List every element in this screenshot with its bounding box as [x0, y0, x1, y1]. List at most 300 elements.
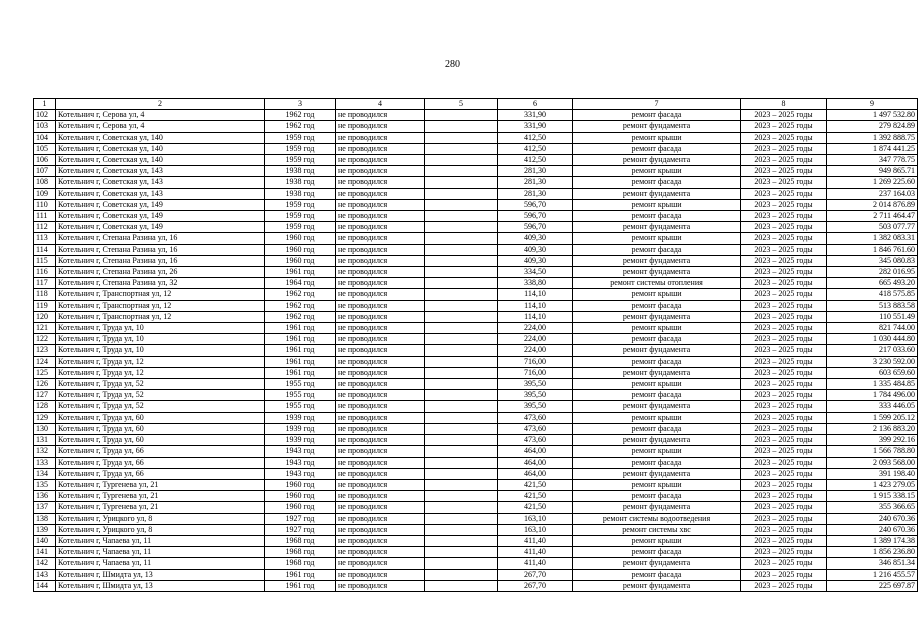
last-repair-cell: не проводился [336, 323, 425, 334]
work-type-cell: ремонт фундамента [573, 222, 741, 233]
build-year-cell: 1960 год [265, 479, 336, 490]
row-number-cell: 139 [34, 524, 56, 535]
cost-cell: 1 784 496.00 [827, 390, 918, 401]
address-cell: Котельнич г, Степана Разина ул, 16 [56, 255, 265, 266]
area-cell: 473,60 [498, 435, 573, 446]
column-header: 1 [34, 99, 56, 110]
empty-cell [425, 211, 498, 222]
period-cell: 2023 – 2025 годы [741, 267, 827, 278]
address-cell: Котельнич г, Чапаева ул, 11 [56, 558, 265, 569]
empty-cell [425, 457, 498, 468]
last-repair-cell: не проводился [336, 334, 425, 345]
address-cell: Котельнич г, Тургенева ул, 21 [56, 479, 265, 490]
empty-cell [425, 367, 498, 378]
table-row [34, 345, 918, 356]
empty-cell [425, 390, 498, 401]
work-type-cell: ремонт фундамента [573, 558, 741, 569]
build-year-cell: 1943 год [265, 457, 336, 468]
table-row [34, 267, 918, 278]
cost-cell: 279 824.89 [827, 121, 918, 132]
work-type-cell: ремонт крыши [573, 479, 741, 490]
last-repair-cell: не проводился [336, 121, 425, 132]
address-cell: Котельнич г, Советская ул, 143 [56, 177, 265, 188]
build-year-cell: 1943 год [265, 446, 336, 457]
cost-cell: 1 915 338.15 [827, 491, 918, 502]
address-cell: Котельнич г, Труда ул, 66 [56, 446, 265, 457]
row-number-cell: 134 [34, 468, 56, 479]
empty-cell [425, 401, 498, 412]
row-number-cell: 114 [34, 244, 56, 255]
table-row [34, 502, 918, 513]
build-year-cell: 1955 год [265, 379, 336, 390]
table-row [34, 132, 918, 143]
last-repair-cell: не проводился [336, 379, 425, 390]
period-cell: 2023 – 2025 годы [741, 155, 827, 166]
column-header: 3 [265, 99, 336, 110]
row-number-cell: 126 [34, 379, 56, 390]
period-cell: 2023 – 2025 годы [741, 211, 827, 222]
row-number-cell: 128 [34, 401, 56, 412]
row-number-cell: 127 [34, 390, 56, 401]
row-number-cell: 132 [34, 446, 56, 457]
cost-cell: 346 851.34 [827, 558, 918, 569]
address-cell: Котельнич г, Советская ул, 149 [56, 199, 265, 210]
period-cell: 2023 – 2025 годы [741, 547, 827, 558]
build-year-cell: 1959 год [265, 132, 336, 143]
column-header: 7 [573, 99, 741, 110]
period-cell: 2023 – 2025 годы [741, 390, 827, 401]
last-repair-cell: не проводился [336, 569, 425, 580]
area-cell: 421,50 [498, 491, 573, 502]
last-repair-cell: не проводился [336, 479, 425, 490]
period-cell: 2023 – 2025 годы [741, 244, 827, 255]
table-row [34, 311, 918, 322]
cost-cell: 1 030 444.80 [827, 334, 918, 345]
last-repair-cell: не проводился [336, 356, 425, 367]
last-repair-cell: не проводился [336, 457, 425, 468]
row-number-cell: 117 [34, 278, 56, 289]
last-repair-cell: не проводился [336, 132, 425, 143]
empty-cell [425, 423, 498, 434]
area-cell: 411,40 [498, 558, 573, 569]
period-cell: 2023 – 2025 годы [741, 569, 827, 580]
address-cell: Котельнич г, Степана Разина ул, 16 [56, 233, 265, 244]
cost-cell: 1 856 236.80 [827, 547, 918, 558]
work-type-cell: ремонт фасада [573, 491, 741, 502]
build-year-cell: 1962 год [265, 300, 336, 311]
address-cell: Котельнич г, Серова ул, 4 [56, 110, 265, 121]
row-number-cell: 106 [34, 155, 56, 166]
period-cell: 2023 – 2025 годы [741, 278, 827, 289]
period-cell: 2023 – 2025 годы [741, 233, 827, 244]
area-cell: 716,00 [498, 367, 573, 378]
area-cell: 464,00 [498, 468, 573, 479]
cost-cell: 1 599 205.12 [827, 412, 918, 423]
cost-cell: 240 670.36 [827, 524, 918, 535]
repair-schedule-table [33, 98, 918, 592]
last-repair-cell: не проводился [336, 155, 425, 166]
work-type-cell: ремонт фасада [573, 423, 741, 434]
build-year-cell: 1961 год [265, 345, 336, 356]
area-cell: 409,30 [498, 233, 573, 244]
build-year-cell: 1961 год [265, 367, 336, 378]
build-year-cell: 1960 год [265, 502, 336, 513]
empty-cell [425, 267, 498, 278]
row-number-cell: 123 [34, 345, 56, 356]
row-number-cell: 113 [34, 233, 56, 244]
last-repair-cell: не проводился [336, 199, 425, 210]
empty-cell [425, 535, 498, 546]
address-cell: Котельнич г, Труда ул, 52 [56, 401, 265, 412]
row-number-cell: 143 [34, 569, 56, 580]
last-repair-cell: не проводился [336, 110, 425, 121]
table-row [34, 547, 918, 558]
work-type-cell: ремонт фундамента [573, 468, 741, 479]
area-cell: 163,10 [498, 524, 573, 535]
cost-cell: 418 575.85 [827, 289, 918, 300]
table-row [34, 289, 918, 300]
empty-cell [425, 188, 498, 199]
empty-cell [425, 547, 498, 558]
empty-cell [425, 255, 498, 266]
area-cell: 224,00 [498, 323, 573, 334]
address-cell: Котельнич г, Труда ул, 66 [56, 457, 265, 468]
area-cell: 421,50 [498, 502, 573, 513]
area-cell: 473,60 [498, 412, 573, 423]
row-number-cell: 130 [34, 423, 56, 434]
empty-cell [425, 569, 498, 580]
build-year-cell: 1943 год [265, 468, 336, 479]
area-cell: 411,40 [498, 547, 573, 558]
empty-cell [425, 580, 498, 591]
area-cell: 596,70 [498, 199, 573, 210]
last-repair-cell: не проводился [336, 278, 425, 289]
address-cell: Котельнич г, Шмидта ул, 13 [56, 569, 265, 580]
table-row [34, 558, 918, 569]
row-number-cell: 112 [34, 222, 56, 233]
period-cell: 2023 – 2025 годы [741, 423, 827, 434]
last-repair-cell: не проводился [336, 423, 425, 434]
empty-cell [425, 356, 498, 367]
last-repair-cell: не проводился [336, 390, 425, 401]
work-type-cell: ремонт фасада [573, 300, 741, 311]
period-cell: 2023 – 2025 годы [741, 110, 827, 121]
last-repair-cell: не проводился [336, 143, 425, 154]
row-number-cell: 136 [34, 491, 56, 502]
period-cell: 2023 – 2025 годы [741, 345, 827, 356]
row-number-cell: 144 [34, 580, 56, 591]
build-year-cell: 1939 год [265, 412, 336, 423]
cost-cell: 1 392 888.75 [827, 132, 918, 143]
table-row [34, 535, 918, 546]
build-year-cell: 1968 год [265, 558, 336, 569]
table-header-row [34, 99, 918, 110]
period-cell: 2023 – 2025 годы [741, 502, 827, 513]
area-cell: 409,30 [498, 244, 573, 255]
area-cell: 412,50 [498, 143, 573, 154]
address-cell: Котельнич г, Труда ул, 60 [56, 435, 265, 446]
empty-cell [425, 155, 498, 166]
area-cell: 281,30 [498, 188, 573, 199]
period-cell: 2023 – 2025 годы [741, 222, 827, 233]
empty-cell [425, 379, 498, 390]
cost-cell: 665 493.20 [827, 278, 918, 289]
empty-cell [425, 491, 498, 502]
address-cell: Котельнич г, Советская ул, 140 [56, 132, 265, 143]
column-header: 8 [741, 99, 827, 110]
work-type-cell: ремонт фасада [573, 569, 741, 580]
area-cell: 281,30 [498, 177, 573, 188]
last-repair-cell: не проводился [336, 367, 425, 378]
empty-cell [425, 278, 498, 289]
build-year-cell: 1960 год [265, 255, 336, 266]
table-row [34, 524, 918, 535]
column-header: 9 [827, 99, 918, 110]
address-cell: Котельнич г, Степана Разина ул, 26 [56, 267, 265, 278]
last-repair-cell: не проводился [336, 412, 425, 423]
work-type-cell: ремонт фундамента [573, 155, 741, 166]
area-cell: 409,30 [498, 255, 573, 266]
last-repair-cell: не проводился [336, 468, 425, 479]
cost-cell: 282 016.95 [827, 267, 918, 278]
row-number-cell: 142 [34, 558, 56, 569]
cost-cell: 391 198.40 [827, 468, 918, 479]
row-number-cell: 111 [34, 211, 56, 222]
empty-cell [425, 311, 498, 322]
build-year-cell: 1961 год [265, 334, 336, 345]
area-cell: 267,70 [498, 580, 573, 591]
address-cell: Котельнич г, Советская ул, 143 [56, 166, 265, 177]
empty-cell [425, 244, 498, 255]
address-cell: Котельнич г, Чапаева ул, 11 [56, 535, 265, 546]
cost-cell: 3 230 592.00 [827, 356, 918, 367]
table-row [34, 401, 918, 412]
address-cell: Котельнич г, Тургенева ул, 21 [56, 491, 265, 502]
table-row [34, 278, 918, 289]
area-cell: 114,10 [498, 289, 573, 300]
last-repair-cell: не проводился [336, 311, 425, 322]
area-cell: 596,70 [498, 222, 573, 233]
address-cell: Котельнич г, Серова ул, 4 [56, 121, 265, 132]
empty-cell [425, 110, 498, 121]
row-number-cell: 103 [34, 121, 56, 132]
address-cell: Котельнич г, Советская ул, 140 [56, 155, 265, 166]
column-header: 6 [498, 99, 573, 110]
table-row [34, 513, 918, 524]
empty-cell [425, 121, 498, 132]
cost-cell: 821 744.00 [827, 323, 918, 334]
last-repair-cell: не проводился [336, 244, 425, 255]
cost-cell: 333 446.05 [827, 401, 918, 412]
table-row [34, 479, 918, 490]
build-year-cell: 1962 год [265, 121, 336, 132]
address-cell: Котельнич г, Чапаева ул, 11 [56, 547, 265, 558]
cost-cell: 237 164.03 [827, 188, 918, 199]
work-type-cell: ремонт крыши [573, 412, 741, 423]
last-repair-cell: не проводился [336, 177, 425, 188]
table-row [34, 446, 918, 457]
row-number-cell: 140 [34, 535, 56, 546]
table-row [34, 356, 918, 367]
empty-cell [425, 345, 498, 356]
table-row [34, 211, 918, 222]
row-number-cell: 121 [34, 323, 56, 334]
area-cell: 114,10 [498, 311, 573, 322]
area-cell: 412,50 [498, 132, 573, 143]
row-number-cell: 125 [34, 367, 56, 378]
period-cell: 2023 – 2025 годы [741, 188, 827, 199]
area-cell: 716,00 [498, 356, 573, 367]
work-type-cell: ремонт фундамента [573, 367, 741, 378]
empty-cell [425, 177, 498, 188]
work-type-cell: ремонт фасада [573, 547, 741, 558]
column-header: 2 [56, 99, 265, 110]
address-cell: Котельнич г, Труда ул, 12 [56, 356, 265, 367]
period-cell: 2023 – 2025 годы [741, 289, 827, 300]
address-cell: Котельнич г, Транспортная ул, 12 [56, 311, 265, 322]
row-number-cell: 104 [34, 132, 56, 143]
row-number-cell: 102 [34, 110, 56, 121]
row-number-cell: 137 [34, 502, 56, 513]
area-cell: 114,10 [498, 300, 573, 311]
cost-cell: 217 033.60 [827, 345, 918, 356]
row-number-cell: 120 [34, 311, 56, 322]
period-cell: 2023 – 2025 годы [741, 132, 827, 143]
table-row [34, 233, 918, 244]
empty-cell [425, 166, 498, 177]
cost-cell: 603 659.60 [827, 367, 918, 378]
build-year-cell: 1938 год [265, 188, 336, 199]
table-row [34, 143, 918, 154]
address-cell: Котельнич г, Труда ул, 66 [56, 468, 265, 479]
build-year-cell: 1964 год [265, 278, 336, 289]
address-cell: Котельнич г, Урицкого ул, 8 [56, 524, 265, 535]
address-cell: Котельнич г, Транспортная ул, 12 [56, 289, 265, 300]
table-row [34, 367, 918, 378]
area-cell: 224,00 [498, 345, 573, 356]
empty-cell [425, 323, 498, 334]
table-row [34, 580, 918, 591]
last-repair-cell: не проводился [336, 502, 425, 513]
last-repair-cell: не проводился [336, 267, 425, 278]
work-type-cell: ремонт системы хвс [573, 524, 741, 535]
table-row [34, 155, 918, 166]
work-type-cell: ремонт фундамента [573, 188, 741, 199]
table-row [34, 121, 918, 132]
row-number-cell: 105 [34, 143, 56, 154]
area-cell: 412,50 [498, 155, 573, 166]
empty-cell [425, 479, 498, 490]
empty-cell [425, 334, 498, 345]
row-number-cell: 118 [34, 289, 56, 300]
table-row [34, 468, 918, 479]
address-cell: Котельнич г, Труда ул, 60 [56, 423, 265, 434]
cost-cell: 1 846 761.60 [827, 244, 918, 255]
table-row [34, 188, 918, 199]
period-cell: 2023 – 2025 годы [741, 580, 827, 591]
empty-cell [425, 558, 498, 569]
work-type-cell: ремонт крыши [573, 379, 741, 390]
table-row [34, 255, 918, 266]
build-year-cell: 1961 год [265, 580, 336, 591]
period-cell: 2023 – 2025 годы [741, 334, 827, 345]
table-row [34, 177, 918, 188]
build-year-cell: 1961 год [265, 356, 336, 367]
address-cell: Котельнич г, Советская ул, 149 [56, 211, 265, 222]
work-type-cell: ремонт фасада [573, 334, 741, 345]
period-cell: 2023 – 2025 годы [741, 401, 827, 412]
area-cell: 411,40 [498, 535, 573, 546]
empty-cell [425, 468, 498, 479]
work-type-cell: ремонт крыши [573, 289, 741, 300]
address-cell: Котельнич г, Тургенева ул, 21 [56, 502, 265, 513]
last-repair-cell: не проводился [336, 222, 425, 233]
row-number-cell: 108 [34, 177, 56, 188]
table-row [34, 569, 918, 580]
build-year-cell: 1960 год [265, 491, 336, 502]
work-type-cell: ремонт фасада [573, 143, 741, 154]
period-cell: 2023 – 2025 годы [741, 379, 827, 390]
area-cell: 338,80 [498, 278, 573, 289]
area-cell: 421,50 [498, 479, 573, 490]
build-year-cell: 1959 год [265, 143, 336, 154]
address-cell: Котельнич г, Труда ул, 12 [56, 367, 265, 378]
work-type-cell: ремонт крыши [573, 323, 741, 334]
work-type-cell: ремонт фундамента [573, 502, 741, 513]
row-number-cell: 133 [34, 457, 56, 468]
build-year-cell: 1938 год [265, 177, 336, 188]
area-cell: 395,50 [498, 379, 573, 390]
table-row [34, 323, 918, 334]
period-cell: 2023 – 2025 годы [741, 323, 827, 334]
row-number-cell: 116 [34, 267, 56, 278]
table-row [34, 379, 918, 390]
area-cell: 334,50 [498, 267, 573, 278]
empty-cell [425, 233, 498, 244]
row-number-cell: 131 [34, 435, 56, 446]
period-cell: 2023 – 2025 годы [741, 524, 827, 535]
work-type-cell: ремонт фундамента [573, 401, 741, 412]
work-type-cell: ремонт фундамента [573, 267, 741, 278]
table-row [34, 199, 918, 210]
work-type-cell: ремонт фундамента [573, 580, 741, 591]
period-cell: 2023 – 2025 годы [741, 177, 827, 188]
cost-cell: 1 389 174.38 [827, 535, 918, 546]
build-year-cell: 1962 год [265, 110, 336, 121]
work-type-cell: ремонт крыши [573, 166, 741, 177]
column-header: 5 [425, 99, 498, 110]
address-cell: Котельнич г, Труда ул, 10 [56, 345, 265, 356]
work-type-cell: ремонт крыши [573, 446, 741, 457]
table-row [34, 491, 918, 502]
cost-cell: 399 292.16 [827, 435, 918, 446]
build-year-cell: 1961 год [265, 267, 336, 278]
last-repair-cell: не проводился [336, 345, 425, 356]
last-repair-cell: не проводился [336, 446, 425, 457]
table-row [34, 423, 918, 434]
period-cell: 2023 – 2025 годы [741, 435, 827, 446]
cost-cell: 1 216 455.57 [827, 569, 918, 580]
area-cell: 596,70 [498, 211, 573, 222]
last-repair-cell: не проводился [336, 233, 425, 244]
work-type-cell: ремонт системы водоотведения [573, 513, 741, 524]
cost-cell: 1 423 279.05 [827, 479, 918, 490]
row-number-cell: 115 [34, 255, 56, 266]
period-cell: 2023 – 2025 годы [741, 356, 827, 367]
last-repair-cell: не проводился [336, 580, 425, 591]
address-cell: Котельнич г, Советская ул, 149 [56, 222, 265, 233]
area-cell: 473,60 [498, 423, 573, 434]
